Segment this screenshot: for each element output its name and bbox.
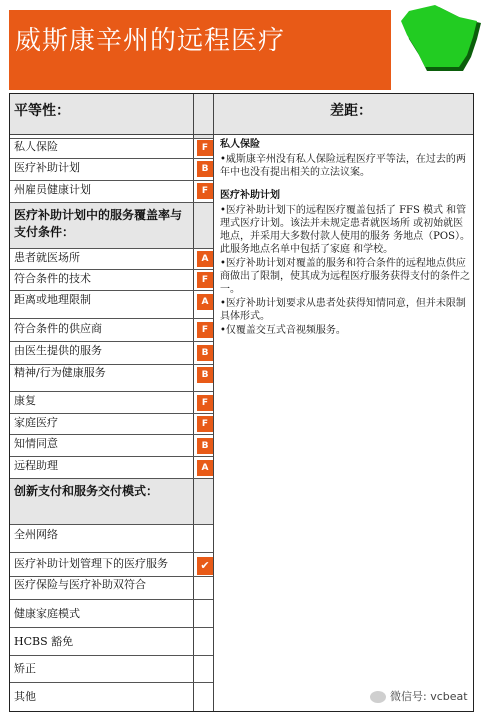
section-header — [10, 203, 193, 248]
list-item: 距离或地理限制 — [14, 293, 91, 306]
grade-badge: F — [197, 416, 213, 432]
grade-badge: F — [197, 272, 213, 288]
grade-badge: F — [197, 322, 213, 338]
list-item: 符合条件的供应商 — [14, 322, 102, 335]
list-item: 康复 — [14, 394, 36, 407]
row-divider — [10, 456, 213, 457]
grade-badge: F — [197, 395, 213, 411]
gaps-content — [220, 138, 470, 347]
grade-badge: F — [197, 140, 213, 156]
watermark-text: 微信号: vcbeat — [390, 690, 468, 703]
list-item: 健康家庭模式 — [14, 607, 80, 620]
wisconsin-map-icon — [397, 5, 485, 75]
wechat-watermark — [370, 688, 468, 704]
row-divider — [10, 413, 213, 414]
row-divider — [10, 576, 213, 577]
grade-badge: B — [197, 367, 213, 383]
gap-paragraph: •仅覆盖交互式音视频服务。 — [220, 325, 346, 336]
row-divider — [10, 524, 213, 525]
list-item: 其他 — [14, 690, 36, 703]
list-item: 医疗补助计划 — [14, 161, 80, 174]
row-divider — [10, 180, 213, 181]
row-divider — [10, 318, 213, 319]
list-item: 由医生提供的服务 — [14, 344, 102, 357]
list-item: 符合条件的技术 — [14, 272, 91, 285]
gaps-header: 差距： — [330, 103, 372, 119]
row-divider — [10, 269, 213, 270]
list-item: 全州网络 — [14, 528, 58, 541]
row-divider — [10, 341, 213, 342]
grade-spacer — [194, 479, 213, 524]
row-divider — [10, 682, 213, 683]
grade-badge: A — [197, 460, 213, 476]
section-title: 创新支付和服务交付模式： — [14, 484, 159, 498]
page-title: 威斯康辛州的远程医疗 — [15, 26, 286, 56]
list-item: 知情同意 — [14, 437, 58, 450]
title-banner — [9, 10, 391, 90]
list-item: 矫正 — [14, 662, 36, 675]
row-divider — [10, 158, 213, 159]
grade-badge: B — [197, 161, 213, 177]
table-header-row — [10, 94, 473, 135]
grade-badge: A — [197, 294, 213, 310]
row-divider — [10, 434, 213, 435]
row-divider — [10, 248, 213, 249]
gap-paragraph: •医疗补助计划下的远程医疗覆盖包括了 FFS 模式 和管理式医疗计划。该法并未规定患者就医场所 或初始就医地点，并采用大多数付款人使用的服务 务地点（POS）。此服务地点名单中包括了家庭 和学校。 — [220, 205, 470, 255]
gaps-column-divider — [213, 94, 214, 711]
checkmark-badge: ✔ — [197, 557, 213, 575]
list-item: 州雇员健康计划 — [14, 183, 91, 196]
row-divider — [10, 364, 213, 365]
row-divider — [10, 391, 213, 392]
row-divider — [10, 138, 213, 139]
list-item: HCBS 豁免 — [14, 635, 74, 648]
rating-table — [9, 93, 474, 712]
list-item: 家庭医疗 — [14, 416, 58, 429]
row-divider — [10, 290, 213, 291]
row-divider — [10, 599, 213, 600]
list-item: 私人保险 — [14, 140, 58, 153]
list-item: 精神/行为健康服务 — [14, 366, 106, 379]
list-item: 医疗保险与医疗补助双符合 — [14, 578, 146, 591]
grade-badge: F — [197, 183, 213, 199]
grade-badge: B — [197, 345, 213, 361]
gap-paragraph: •医疗补助计划要求从患者处获得知情同意，但并未限制具体形式。 — [220, 298, 466, 322]
grade-badge: A — [197, 251, 213, 267]
grade-spacer — [194, 203, 213, 248]
grade-badge: B — [197, 438, 213, 454]
wechat-icon — [370, 691, 386, 703]
list-item: 远程助理 — [14, 459, 58, 472]
list-item: 医疗补助计划管理下的医疗服务 — [14, 557, 168, 570]
gap-paragraph: •医疗补助计划对覆盖的服务和符合条件的远程地点供应商做出了限制，使其成为远程医疗服务获得支付的条件之一。 — [220, 258, 470, 295]
parity-header: 平等性： — [14, 103, 70, 119]
row-divider — [10, 655, 213, 656]
gap-paragraph: •威斯康辛州没有私人保险远程医疗平等法，在过去的两年中也没有提出相关的立法议案。 — [220, 154, 466, 178]
grade-column-divider — [193, 94, 194, 711]
row-divider — [10, 552, 213, 553]
gap-section-title: 医疗补助计划 — [220, 190, 280, 201]
row-divider — [10, 627, 213, 628]
section-header — [10, 479, 193, 524]
gap-section-title: 私人保险 — [220, 139, 260, 150]
section-title: 医疗补助计划中的服务覆盖率与支付条件： — [14, 208, 183, 239]
list-item: 患者就医场所 — [14, 251, 80, 264]
